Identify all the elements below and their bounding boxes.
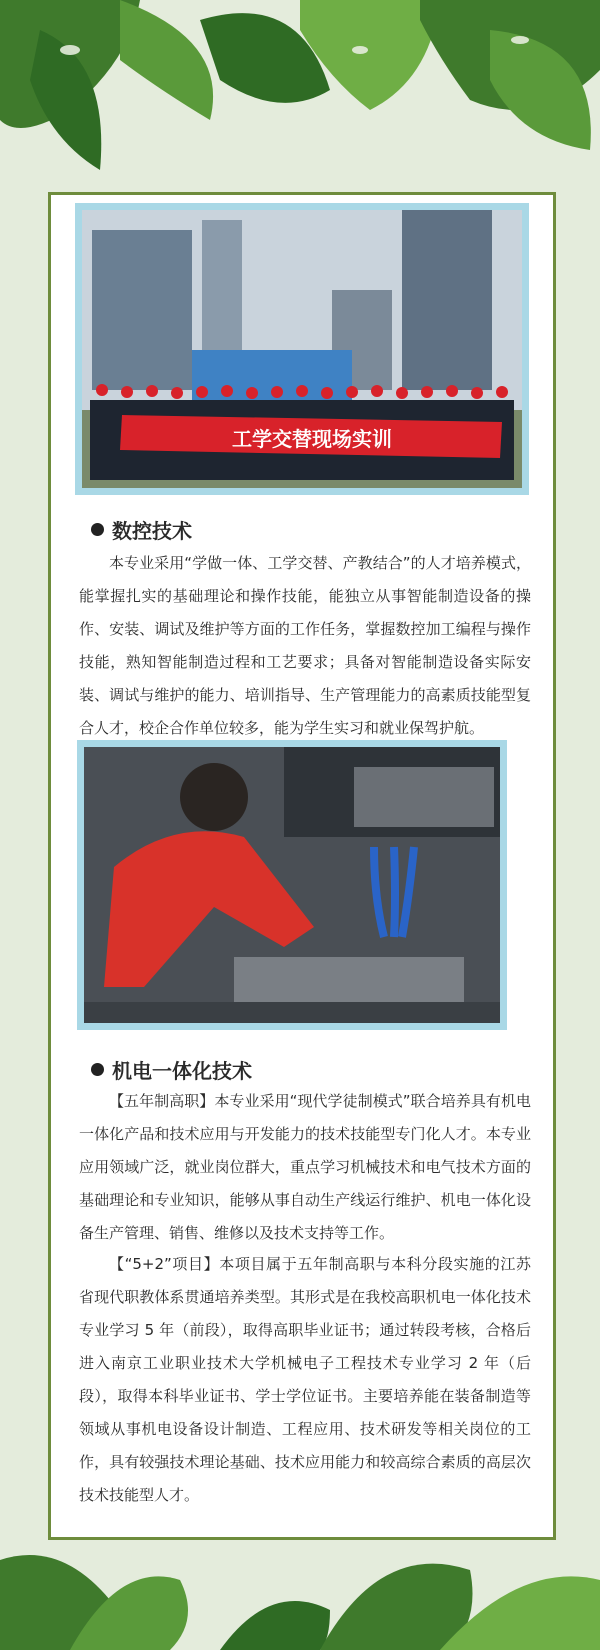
section-heading-mechatronics xyxy=(91,1055,252,1084)
section-mechatronics-paragraph-1: 【五年制高职】本专业采用“现代学徒制模式”联合培养具有机电一体化产品和技术应用与开发能力的技术技能型专门化人才。本专业应用领域广泛，就业岗位群大，重点学习机械技术和电气技术方面的基础理论和专业知识，能够从事自动生产线运行维护、机电一体化设备生产管理、销售、维修以及技术支持等工作。 xyxy=(79,1092,531,1242)
bullet-dot-icon xyxy=(91,1063,104,1076)
content-card xyxy=(48,192,556,1540)
section-heading-cnc xyxy=(91,515,192,544)
section-cnc-paragraph: 本专业采用“学做一体、工学交替、产教结合”的人才培养模式，能掌握扎实的基础理论和操作技能，能独立从事智能制造设备的操作、安装、调试及维护等方面的工作任务，掌握数控加工编程与操作技能，熟知智能制造过程和工艺要求；具备对智能制造设备实际安装、调试与维护的能力、培训指导、生产管理能力的高素质技能型复合人才，校企合作单位较多，能为学生实习和就业保驾护航。 xyxy=(79,554,531,737)
banner-text: 工学交替现场实训 xyxy=(232,427,392,451)
section-heading-mechatronics-text: 机电一体化技术 xyxy=(112,1059,252,1083)
section-mechatronics-paragraph-2: 【“5+2”项目】本项目属于五年制高职与本科分段实施的江苏省现代职教体系贯通培养类型。其形式是在我校高职机电一体化技术专业学习 5 年（前段），取得高职毕业证书；通过转段考核，合格后进入南京工业职业技术大学机械电子工程技术专业学习 2 年（后段），取得本科毕业证书、学士学位证书。主要培养能在装备制造等领域从事机电设备设计制造、工程应用、技术研发等相关岗位的工作，具有较强技术理论基础、技术应用能力和较高综合素质的高层次技术技能型人才。 xyxy=(79,1255,531,1504)
photo-student-machine-image xyxy=(84,747,500,1023)
photo-students-banner-image xyxy=(82,210,522,488)
photo-student-machine xyxy=(77,740,507,1030)
leaves-bottom-decoration xyxy=(0,1520,600,1650)
photo-students-banner xyxy=(75,203,529,495)
bullet-dot-icon xyxy=(91,523,104,536)
leaves-top-decoration xyxy=(0,0,600,200)
section-heading-cnc-text: 数控技术 xyxy=(112,519,192,543)
